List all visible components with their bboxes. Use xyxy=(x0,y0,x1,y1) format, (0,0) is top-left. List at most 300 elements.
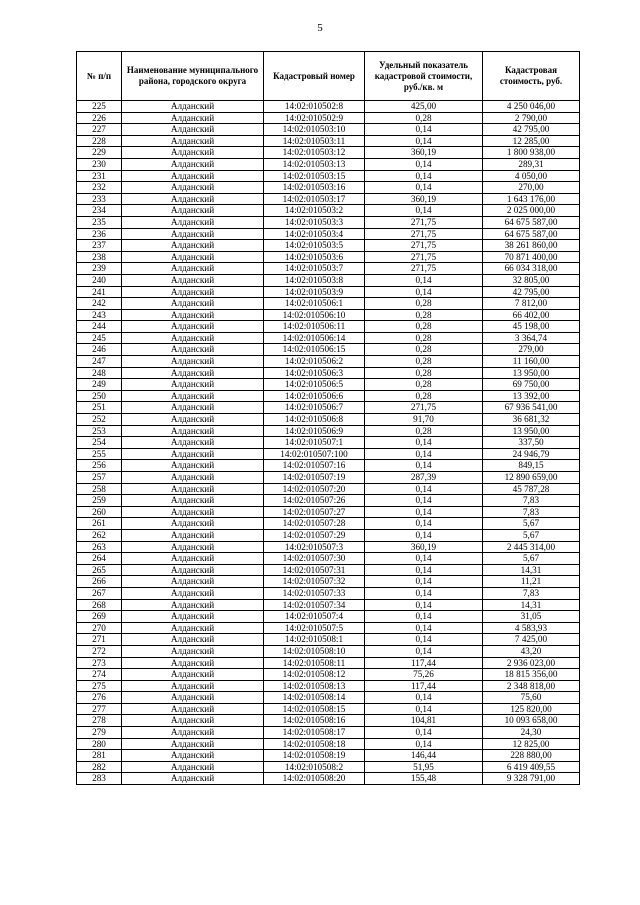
table-row xyxy=(77,715,580,727)
cell-specific-value: 425,00 xyxy=(365,101,483,113)
cell-row-number: 243 xyxy=(77,309,122,321)
cell-district: Алданский xyxy=(122,112,264,124)
cell-district: Алданский xyxy=(122,379,264,391)
cell-cadastral-value: 75,60 xyxy=(483,692,580,704)
cell-cadastral-value: 5,67 xyxy=(483,529,580,541)
cell-district: Алданский xyxy=(122,182,264,194)
cell-cadastral-value: 36 681,32 xyxy=(483,414,580,426)
cell-specific-value: 146,44 xyxy=(365,750,483,762)
cell-cadastral-number: 14:02:010506:2 xyxy=(264,356,365,368)
table-row xyxy=(77,158,580,170)
cell-cadastral-value: 2 936 023,00 xyxy=(483,657,580,669)
cell-cadastral-number: 14:02:010503:15 xyxy=(264,170,365,182)
cell-row-number: 229 xyxy=(77,147,122,159)
cell-cadastral-value: 43,20 xyxy=(483,645,580,657)
cell-district: Алданский xyxy=(122,576,264,588)
cell-row-number: 245 xyxy=(77,332,122,344)
cell-row-number: 265 xyxy=(77,564,122,576)
cell-cadastral-number: 14:02:010503:9 xyxy=(264,286,365,298)
cell-district: Алданский xyxy=(122,761,264,773)
cell-cadastral-number: 14:02:010503:6 xyxy=(264,251,365,263)
cell-cadastral-value: 14,31 xyxy=(483,564,580,576)
cell-specific-value: 0,28 xyxy=(365,332,483,344)
cell-row-number: 258 xyxy=(77,483,122,495)
cell-district: Алданский xyxy=(122,286,264,298)
cell-cadastral-number: 14:02:010503:11 xyxy=(264,135,365,147)
cell-row-number: 264 xyxy=(77,553,122,565)
cell-cadastral-value: 24 946,79 xyxy=(483,448,580,460)
cell-district: Алданский xyxy=(122,251,264,263)
cell-cadastral-value: 70 871 400,00 xyxy=(483,251,580,263)
cell-cadastral-value: 18 815 356,00 xyxy=(483,669,580,681)
cell-cadastral-number: 14:02:010508:2 xyxy=(264,761,365,773)
cell-cadastral-number: 14:02:010507:26 xyxy=(264,495,365,507)
cell-cadastral-value: 7,83 xyxy=(483,506,580,518)
cell-cadastral-value: 64 675 587,00 xyxy=(483,228,580,240)
cell-cadastral-value: 4 583,93 xyxy=(483,622,580,634)
table-row xyxy=(77,611,580,623)
cell-cadastral-number: 14:02:010506:6 xyxy=(264,390,365,402)
cell-specific-value: 0,28 xyxy=(365,298,483,310)
cell-district: Алданский xyxy=(122,135,264,147)
cell-cadastral-number: 14:02:010507:5 xyxy=(264,622,365,634)
table-row xyxy=(77,344,580,356)
cell-cadastral-number: 14:02:010507:100 xyxy=(264,448,365,460)
cell-cadastral-number: 14:02:010507:1 xyxy=(264,437,365,449)
table-row xyxy=(77,669,580,681)
cell-cadastral-value: 7,83 xyxy=(483,495,580,507)
table-row xyxy=(77,228,580,240)
cell-row-number: 256 xyxy=(77,460,122,472)
cell-cadastral-value: 12 890 659,00 xyxy=(483,472,580,484)
cell-district: Алданский xyxy=(122,193,264,205)
table-row xyxy=(77,414,580,426)
cell-cadastral-value: 2 025 000,00 xyxy=(483,205,580,217)
cell-cadastral-value: 66 402,00 xyxy=(483,309,580,321)
cell-district: Алданский xyxy=(122,703,264,715)
cell-specific-value: 0,28 xyxy=(365,344,483,356)
table-row xyxy=(77,680,580,692)
table-row xyxy=(77,761,580,773)
table-row xyxy=(77,692,580,704)
cell-row-number: 227 xyxy=(77,124,122,136)
cell-cadastral-number: 14:02:010506:10 xyxy=(264,309,365,321)
cell-specific-value: 0,28 xyxy=(365,425,483,437)
table-row xyxy=(77,529,580,541)
cell-cadastral-value: 42 795,00 xyxy=(483,286,580,298)
table-row xyxy=(77,124,580,136)
cell-district: Алданский xyxy=(122,228,264,240)
cell-specific-value: 0,28 xyxy=(365,367,483,379)
cell-district: Алданский xyxy=(122,715,264,727)
cell-cadastral-number: 14:02:010507:28 xyxy=(264,518,365,530)
cell-district: Алданский xyxy=(122,518,264,530)
cell-district: Алданский xyxy=(122,205,264,217)
table-row xyxy=(77,135,580,147)
cell-cadastral-value: 6 419 409,55 xyxy=(483,761,580,773)
cell-district: Алданский xyxy=(122,240,264,252)
cell-cadastral-value: 45 787,28 xyxy=(483,483,580,495)
cell-district: Алданский xyxy=(122,750,264,762)
cell-cadastral-value: 4 250 046,00 xyxy=(483,101,580,113)
cell-cadastral-value: 13 950,00 xyxy=(483,425,580,437)
cell-cadastral-number: 14:02:010506:15 xyxy=(264,344,365,356)
cell-cadastral-number: 14:02:010507:31 xyxy=(264,564,365,576)
cell-cadastral-number: 14:02:010506:1 xyxy=(264,298,365,310)
cell-specific-value: 0,14 xyxy=(365,611,483,623)
cell-row-number: 226 xyxy=(77,112,122,124)
table-row xyxy=(77,193,580,205)
cell-specific-value: 0,28 xyxy=(365,321,483,333)
cell-cadastral-value: 24,30 xyxy=(483,727,580,739)
cell-district: Алданский xyxy=(122,541,264,553)
cell-district: Алданский xyxy=(122,460,264,472)
table-row xyxy=(77,112,580,124)
cell-district: Алданский xyxy=(122,692,264,704)
table-row xyxy=(77,101,580,113)
cell-row-number: 275 xyxy=(77,680,122,692)
cell-specific-value: 0,14 xyxy=(365,564,483,576)
cell-cadastral-value: 32 805,00 xyxy=(483,274,580,286)
cell-cadastral-value: 11 160,00 xyxy=(483,356,580,368)
cell-cadastral-number: 14:02:010508:14 xyxy=(264,692,365,704)
cell-row-number: 238 xyxy=(77,251,122,263)
cell-district: Алданский xyxy=(122,344,264,356)
cell-cadastral-number: 14:02:010503:2 xyxy=(264,205,365,217)
table-row xyxy=(77,599,580,611)
cell-row-number: 246 xyxy=(77,344,122,356)
cadastral-value-table xyxy=(76,51,580,785)
cell-specific-value: 0,14 xyxy=(365,634,483,646)
table-row xyxy=(77,216,580,228)
cell-district: Алданский xyxy=(122,472,264,484)
cell-cadastral-value: 12 285,00 xyxy=(483,135,580,147)
cell-cadastral-value: 270,00 xyxy=(483,182,580,194)
table-row xyxy=(77,506,580,518)
cell-cadastral-number: 14:02:010507:30 xyxy=(264,553,365,565)
cell-specific-value: 0,14 xyxy=(365,622,483,634)
cell-specific-value: 117,44 xyxy=(365,657,483,669)
cell-row-number: 249 xyxy=(77,379,122,391)
table-row xyxy=(77,321,580,333)
cell-cadastral-value: 337,50 xyxy=(483,437,580,449)
cell-cadastral-number: 14:02:010502:8 xyxy=(264,101,365,113)
cell-district: Алданский xyxy=(122,414,264,426)
cell-district: Алданский xyxy=(122,622,264,634)
cell-cadastral-number: 14:02:010508:16 xyxy=(264,715,365,727)
cell-row-number: 234 xyxy=(77,205,122,217)
cell-cadastral-value: 7 812,00 xyxy=(483,298,580,310)
cell-cadastral-number: 14:02:010507:19 xyxy=(264,472,365,484)
cell-specific-value: 0,14 xyxy=(365,587,483,599)
cell-district: Алданский xyxy=(122,587,264,599)
cell-row-number: 266 xyxy=(77,576,122,588)
cell-row-number: 262 xyxy=(77,529,122,541)
cell-specific-value: 0,14 xyxy=(365,703,483,715)
table-row xyxy=(77,483,580,495)
cell-district: Алданский xyxy=(122,506,264,518)
cell-cadastral-value: 45 198,00 xyxy=(483,321,580,333)
cell-cadastral-number: 14:02:010506:5 xyxy=(264,379,365,391)
cell-row-number: 231 xyxy=(77,170,122,182)
cell-cadastral-value: 38 261 860,00 xyxy=(483,240,580,252)
cell-specific-value: 0,14 xyxy=(365,727,483,739)
cell-cadastral-number: 14:02:010506:9 xyxy=(264,425,365,437)
table-row xyxy=(77,553,580,565)
cell-district: Алданский xyxy=(122,216,264,228)
page-number: 5 xyxy=(317,22,323,34)
cell-row-number: 254 xyxy=(77,437,122,449)
cell-cadastral-value: 2 790,00 xyxy=(483,112,580,124)
cell-row-number: 263 xyxy=(77,541,122,553)
cell-cadastral-number: 14:02:010508:18 xyxy=(264,738,365,750)
cell-specific-value: 0,14 xyxy=(365,135,483,147)
cell-specific-value: 51,95 xyxy=(365,761,483,773)
cell-cadastral-number: 14:02:010507:32 xyxy=(264,576,365,588)
cell-district: Алданский xyxy=(122,390,264,402)
cell-specific-value: 0,28 xyxy=(365,112,483,124)
cell-row-number: 267 xyxy=(77,587,122,599)
table-row xyxy=(77,367,580,379)
cell-specific-value: 0,14 xyxy=(365,529,483,541)
table-row xyxy=(77,576,580,588)
header-cadastral-number: Кадастровый номер xyxy=(264,52,365,101)
table-row xyxy=(77,645,580,657)
cell-cadastral-number: 14:02:010503:13 xyxy=(264,158,365,170)
cell-cadastral-number: 14:02:010508:15 xyxy=(264,703,365,715)
cell-district: Алданский xyxy=(122,437,264,449)
cell-cadastral-number: 14:02:010507:33 xyxy=(264,587,365,599)
cell-specific-value: 104,81 xyxy=(365,715,483,727)
table-row xyxy=(77,727,580,739)
table-row xyxy=(77,703,580,715)
cell-district: Алданский xyxy=(122,158,264,170)
cell-row-number: 270 xyxy=(77,622,122,634)
cell-cadastral-value: 1 643 176,00 xyxy=(483,193,580,205)
cell-cadastral-number: 14:02:010506:7 xyxy=(264,402,365,414)
cell-specific-value: 0,14 xyxy=(365,738,483,750)
cell-district: Алданский xyxy=(122,402,264,414)
cell-district: Алданский xyxy=(122,680,264,692)
cell-row-number: 244 xyxy=(77,321,122,333)
cell-row-number: 255 xyxy=(77,448,122,460)
cell-cadastral-number: 14:02:010508:10 xyxy=(264,645,365,657)
cell-district: Алданский xyxy=(122,495,264,507)
cell-cadastral-value: 7,83 xyxy=(483,587,580,599)
cell-row-number: 282 xyxy=(77,761,122,773)
cell-cadastral-number: 14:02:010508:12 xyxy=(264,669,365,681)
cell-district: Алданский xyxy=(122,101,264,113)
cell-cadastral-number: 14:02:010503:12 xyxy=(264,147,365,159)
cell-cadastral-number: 14:02:010503:8 xyxy=(264,274,365,286)
cell-district: Алданский xyxy=(122,124,264,136)
cell-specific-value: 0,14 xyxy=(365,483,483,495)
cell-cadastral-number: 14:02:010508:13 xyxy=(264,680,365,692)
cell-cadastral-number: 14:02:010506:11 xyxy=(264,321,365,333)
cell-district: Алданский xyxy=(122,309,264,321)
cell-cadastral-number: 14:02:010503:16 xyxy=(264,182,365,194)
cell-specific-value: 91,70 xyxy=(365,414,483,426)
cell-cadastral-value: 125 820,00 xyxy=(483,703,580,715)
cell-cadastral-value: 9 328 791,00 xyxy=(483,773,580,785)
cell-district: Алданский xyxy=(122,773,264,785)
table-row xyxy=(77,472,580,484)
cell-row-number: 235 xyxy=(77,216,122,228)
cell-specific-value: 0,14 xyxy=(365,448,483,460)
table-row xyxy=(77,251,580,263)
table-row xyxy=(77,263,580,275)
cell-cadastral-number: 14:02:010506:8 xyxy=(264,414,365,426)
table-row xyxy=(77,460,580,472)
cell-specific-value: 0,28 xyxy=(365,390,483,402)
cell-specific-value: 117,44 xyxy=(365,680,483,692)
table-row xyxy=(77,622,580,634)
cell-row-number: 279 xyxy=(77,727,122,739)
cell-cadastral-value: 5,67 xyxy=(483,518,580,530)
table-row xyxy=(77,437,580,449)
cell-specific-value: 0,28 xyxy=(365,379,483,391)
table-row xyxy=(77,379,580,391)
cell-specific-value: 0,14 xyxy=(365,506,483,518)
cell-row-number: 251 xyxy=(77,402,122,414)
cell-cadastral-value: 1 800 938,00 xyxy=(483,147,580,159)
cell-row-number: 281 xyxy=(77,750,122,762)
cell-row-number: 247 xyxy=(77,356,122,368)
cell-cadastral-number: 14:02:010507:4 xyxy=(264,611,365,623)
cell-cadastral-value: 64 675 587,00 xyxy=(483,216,580,228)
cell-cadastral-number: 14:02:010508:20 xyxy=(264,773,365,785)
table-row xyxy=(77,240,580,252)
cell-cadastral-number: 14:02:010503:7 xyxy=(264,263,365,275)
cell-cadastral-value: 12 825,00 xyxy=(483,738,580,750)
cell-district: Алданский xyxy=(122,483,264,495)
cell-specific-value: 271,75 xyxy=(365,402,483,414)
cell-cadastral-number: 14:02:010508:1 xyxy=(264,634,365,646)
cell-cadastral-number: 14:02:010507:3 xyxy=(264,541,365,553)
cell-cadastral-value: 13 392,00 xyxy=(483,390,580,402)
cell-specific-value: 271,75 xyxy=(365,228,483,240)
cell-cadastral-value: 289,31 xyxy=(483,158,580,170)
cell-cadastral-value: 69 750,00 xyxy=(483,379,580,391)
cell-specific-value: 0,14 xyxy=(365,495,483,507)
table-row xyxy=(77,495,580,507)
cell-specific-value: 0,28 xyxy=(365,356,483,368)
cell-specific-value: 287,39 xyxy=(365,472,483,484)
cell-district: Алданский xyxy=(122,298,264,310)
cell-district: Алданский xyxy=(122,738,264,750)
cell-district: Алданский xyxy=(122,611,264,623)
cell-specific-value: 0,14 xyxy=(365,182,483,194)
cell-specific-value: 0,14 xyxy=(365,599,483,611)
table-row xyxy=(77,657,580,669)
cell-district: Алданский xyxy=(122,448,264,460)
table-row xyxy=(77,634,580,646)
table-header xyxy=(77,52,580,101)
cell-district: Алданский xyxy=(122,599,264,611)
header-cadastral-value: Кадастровая стоимость, руб. xyxy=(483,52,580,101)
cell-specific-value: 360,19 xyxy=(365,193,483,205)
cell-district: Алданский xyxy=(122,657,264,669)
cell-row-number: 253 xyxy=(77,425,122,437)
cell-cadastral-value: 7 425,00 xyxy=(483,634,580,646)
table-row xyxy=(77,564,580,576)
cell-cadastral-value: 2 445 314,00 xyxy=(483,541,580,553)
cell-row-number: 240 xyxy=(77,274,122,286)
cell-specific-value: 0,14 xyxy=(365,553,483,565)
cell-district: Алданский xyxy=(122,425,264,437)
cell-row-number: 261 xyxy=(77,518,122,530)
cell-specific-value: 0,14 xyxy=(365,460,483,472)
cell-specific-value: 0,14 xyxy=(365,286,483,298)
cell-district: Алданский xyxy=(122,321,264,333)
table-row xyxy=(77,773,580,785)
cell-row-number: 236 xyxy=(77,228,122,240)
table-row xyxy=(77,448,580,460)
cell-specific-value: 0,14 xyxy=(365,518,483,530)
cell-row-number: 274 xyxy=(77,669,122,681)
cell-cadastral-value: 228 880,00 xyxy=(483,750,580,762)
cell-district: Алданский xyxy=(122,564,264,576)
table-row xyxy=(77,518,580,530)
cell-district: Алданский xyxy=(122,553,264,565)
cell-cadastral-value: 279,00 xyxy=(483,344,580,356)
table-row xyxy=(77,402,580,414)
cell-cadastral-number: 14:02:010507:20 xyxy=(264,483,365,495)
table-row xyxy=(77,750,580,762)
cell-row-number: 277 xyxy=(77,703,122,715)
cell-specific-value: 0,14 xyxy=(365,170,483,182)
table-row xyxy=(77,390,580,402)
table-row xyxy=(77,274,580,286)
cell-specific-value: 0,14 xyxy=(365,645,483,657)
table-body xyxy=(77,101,580,785)
cell-district: Алданский xyxy=(122,367,264,379)
table-row xyxy=(77,356,580,368)
cell-specific-value: 360,19 xyxy=(365,147,483,159)
cell-specific-value: 0,28 xyxy=(365,309,483,321)
cell-row-number: 280 xyxy=(77,738,122,750)
table-row xyxy=(77,182,580,194)
cell-district: Алданский xyxy=(122,332,264,344)
cell-cadastral-value: 10 093 658,00 xyxy=(483,715,580,727)
cell-cadastral-value: 2 348 818,00 xyxy=(483,680,580,692)
cell-specific-value: 75,26 xyxy=(365,669,483,681)
cell-row-number: 276 xyxy=(77,692,122,704)
cell-row-number: 248 xyxy=(77,367,122,379)
cell-row-number: 230 xyxy=(77,158,122,170)
table-row xyxy=(77,541,580,553)
cell-district: Алданский xyxy=(122,727,264,739)
table-row xyxy=(77,425,580,437)
table-row xyxy=(77,286,580,298)
table-row xyxy=(77,587,580,599)
cell-cadastral-value: 13 950,00 xyxy=(483,367,580,379)
cell-row-number: 268 xyxy=(77,599,122,611)
cell-district: Алданский xyxy=(122,274,264,286)
cell-row-number: 233 xyxy=(77,193,122,205)
cell-specific-value: 0,14 xyxy=(365,576,483,588)
table-row xyxy=(77,147,580,159)
cell-specific-value: 271,75 xyxy=(365,240,483,252)
cell-row-number: 259 xyxy=(77,495,122,507)
table-row xyxy=(77,170,580,182)
cell-row-number: 252 xyxy=(77,414,122,426)
cell-cadastral-number: 14:02:010507:34 xyxy=(264,599,365,611)
cell-specific-value: 271,75 xyxy=(365,263,483,275)
cell-specific-value: 0,14 xyxy=(365,124,483,136)
cell-specific-value: 0,14 xyxy=(365,692,483,704)
cell-row-number: 241 xyxy=(77,286,122,298)
